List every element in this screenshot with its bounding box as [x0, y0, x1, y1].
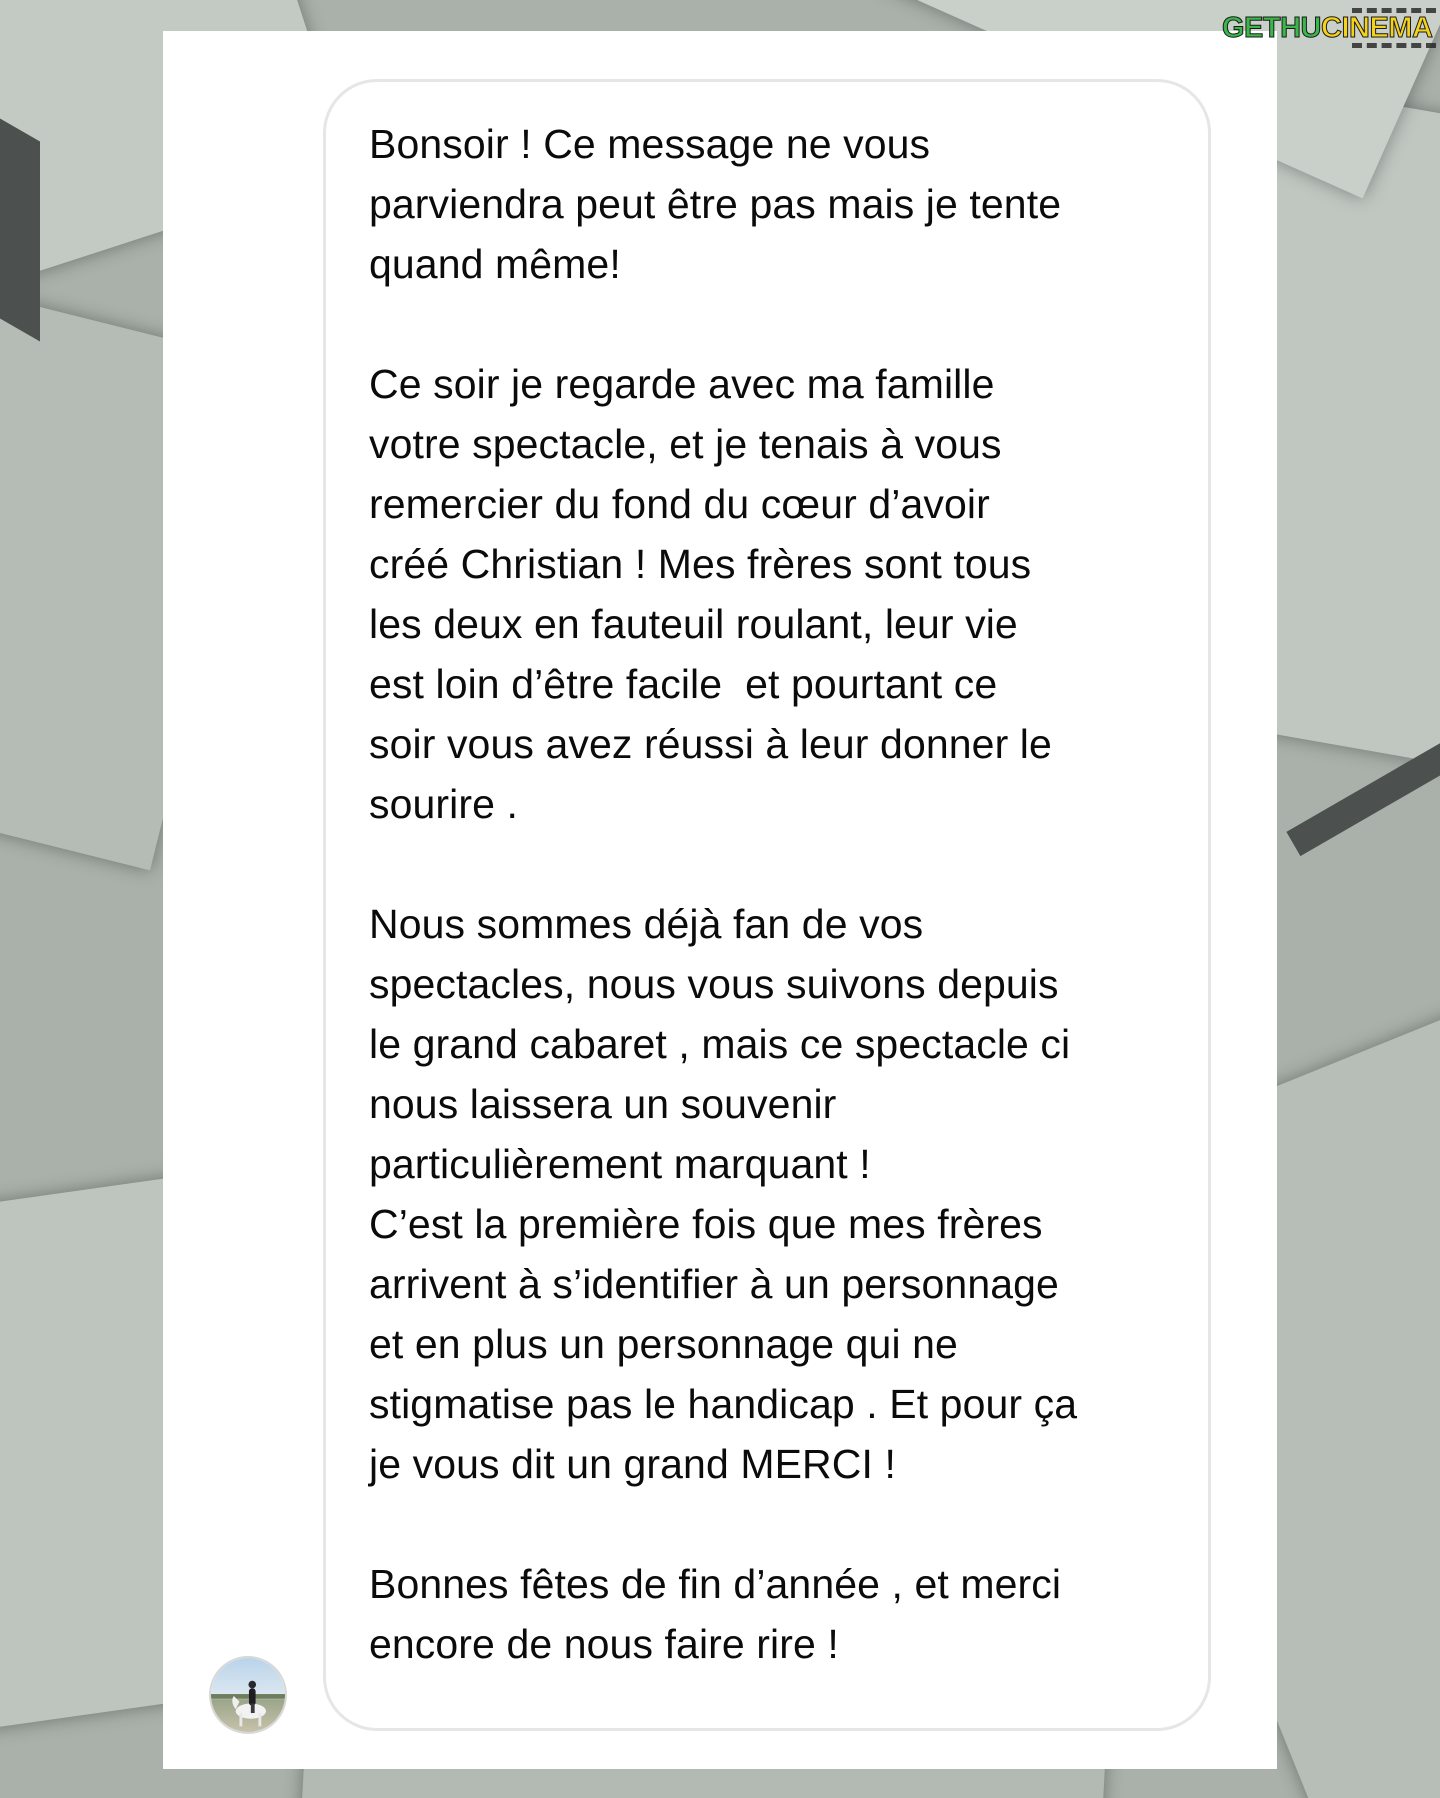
message-text: Bonsoir ! Ce message ne vous parviendra peut être pas mais je tente quand même! Ce soir je regarde avec ma famille votre spectacle, et je tenais à vous remercier du fond du cœur d’avoir créé Christian ! Mes frères sont tous les deux en fauteuil roulant, leur vie est loin d’être facile et pourtant ce soir vous avez réussi à leur donner le sourire . Nous sommes déjà fan de vos spectacles, nous vous suivons depuis le grand cabaret , mais ce spectacle ci nous laissera un souvenir particulièrement marquant ! C’est la première fois que mes frères arrivent à s’identifier à un personnage et en plus un personnage qui ne stigmatise pas le handicap . Et pour ça je vous dit un grand MERCI ! Bonnes fêtes de fin d’année , et merci encore de nous faire rire !	[369, 121, 1078, 1667]
rider-on-horse-avatar-icon	[211, 1658, 285, 1732]
watermark-text	[1222, 11, 1432, 45]
background-shadow-edge	[0, 118, 40, 341]
watermark-logo	[1220, 8, 1438, 48]
message-bubble[interactable]	[323, 79, 1211, 1731]
watermark-brand-part2: CINEMA	[1321, 12, 1433, 44]
screenshot-card	[163, 31, 1277, 1769]
watermark-brand-part1: GETHU	[1222, 12, 1321, 44]
sender-avatar[interactable]	[209, 1656, 287, 1734]
